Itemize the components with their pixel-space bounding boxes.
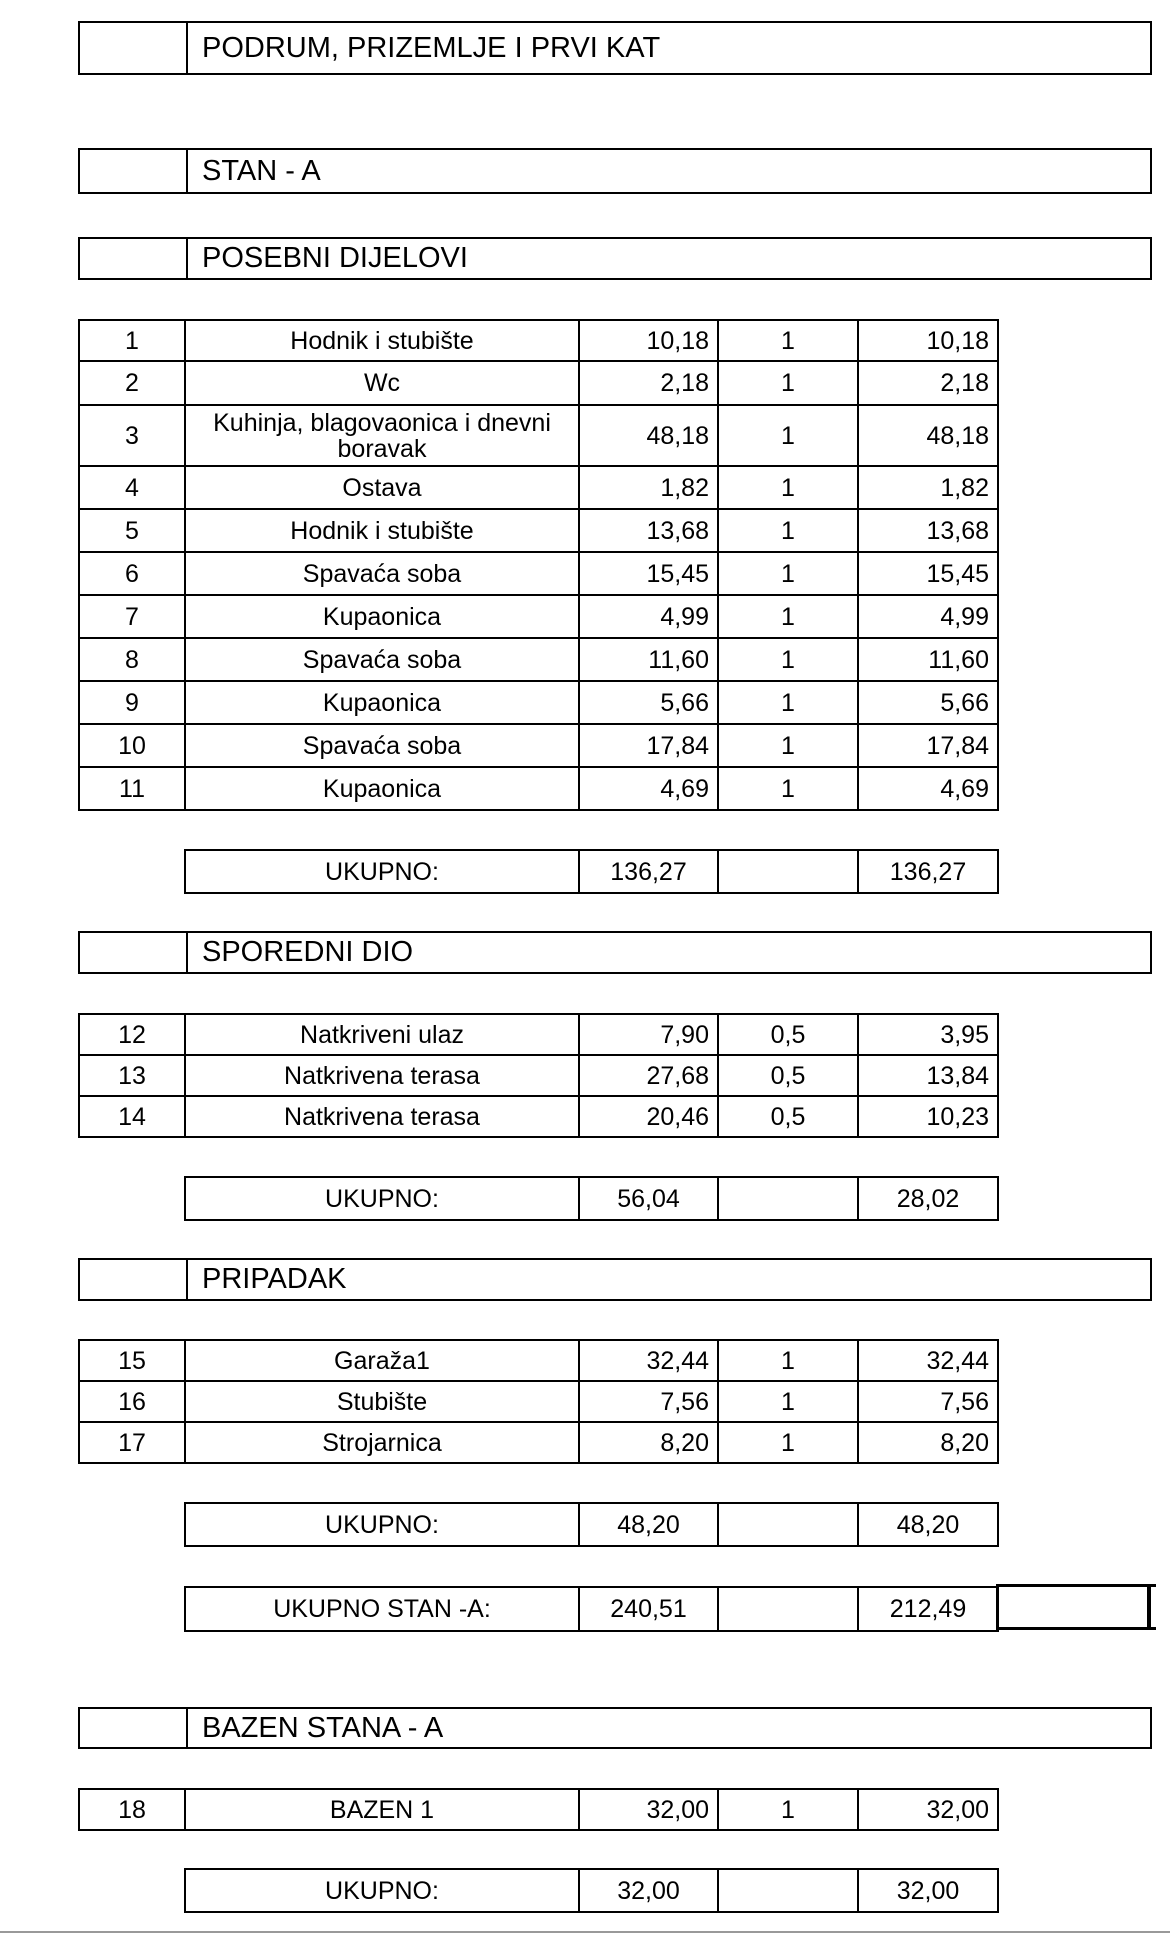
room-area: 1,82 <box>579 466 718 509</box>
coefficient: 0,5 <box>718 1055 858 1096</box>
room-area: 2,18 <box>579 361 718 405</box>
floors-title: PODRUM, PRIZEMLJE I PRVI KAT <box>202 31 661 64</box>
table-row <box>79 724 998 767</box>
coefficient: 0,5 <box>718 1096 858 1137</box>
total-net: 32,00 <box>858 1869 998 1912</box>
total-label: UKUPNO: <box>185 850 579 893</box>
room-area: 11,60 <box>579 638 718 681</box>
room-area: 8,20 <box>579 1422 718 1463</box>
coefficient: 1 <box>718 767 858 810</box>
coefficient: 1 <box>718 509 858 552</box>
posebni-header <box>78 237 1152 280</box>
coefficient: 1 <box>718 1422 858 1463</box>
posebni-table <box>78 319 999 811</box>
table-row <box>79 405 998 466</box>
empty-highlight-cell <box>996 1584 1156 1630</box>
table-row <box>79 1096 998 1137</box>
coefficient: 1 <box>718 638 858 681</box>
page-edge <box>0 1931 1170 1933</box>
table-row <box>79 361 998 405</box>
coefficient: 1 <box>718 405 858 466</box>
room-area: 32,00 <box>579 1789 718 1830</box>
stan-total-net: 212,49 <box>858 1587 998 1631</box>
row-number: 11 <box>79 767 185 810</box>
room-name: Garaža1 <box>185 1340 579 1381</box>
net-area: 10,18 <box>858 320 998 361</box>
room-name: Kupaonica <box>185 681 579 724</box>
room-name: Kuhinja, blagovaonica i dnevni boravak <box>185 405 579 466</box>
pripadak-total <box>184 1502 999 1547</box>
total-net: 136,27 <box>858 850 998 893</box>
net-area: 4,99 <box>858 595 998 638</box>
row-number: 14 <box>79 1096 185 1137</box>
sporedni-table <box>78 1013 999 1138</box>
net-area: 32,44 <box>858 1340 998 1381</box>
coefficient: 1 <box>718 320 858 361</box>
net-area: 17,84 <box>858 724 998 767</box>
total-area: 136,27 <box>579 850 718 893</box>
room-area: 20,46 <box>579 1096 718 1137</box>
row-number: 7 <box>79 595 185 638</box>
stan-total <box>184 1586 999 1632</box>
room-name: Kupaonica <box>185 767 579 810</box>
bazen-header <box>78 1707 1152 1749</box>
table-row <box>79 1014 998 1055</box>
room-area: 4,69 <box>579 767 718 810</box>
coefficient: 1 <box>718 1340 858 1381</box>
room-area: 4,99 <box>579 595 718 638</box>
net-area: 8,20 <box>858 1422 998 1463</box>
coefficient: 1 <box>718 466 858 509</box>
bazen-table <box>78 1788 999 1831</box>
room-name: Stubište <box>185 1381 579 1422</box>
coefficient: 1 <box>718 681 858 724</box>
net-area: 3,95 <box>858 1014 998 1055</box>
row-number: 2 <box>79 361 185 405</box>
row-number: 4 <box>79 466 185 509</box>
net-area: 2,18 <box>858 361 998 405</box>
room-name: Kupaonica <box>185 595 579 638</box>
room-name: BAZEN 1 <box>185 1789 579 1830</box>
room-name: Natkrivena terasa <box>185 1055 579 1096</box>
net-area: 48,18 <box>858 405 998 466</box>
row-number: 15 <box>79 1340 185 1381</box>
net-area: 13,84 <box>858 1055 998 1096</box>
table-row <box>79 1789 998 1830</box>
pripadak-title: PRIPADAK <box>202 1263 347 1295</box>
net-area: 13,68 <box>858 509 998 552</box>
net-area: 4,69 <box>858 767 998 810</box>
floors-header <box>78 21 1152 75</box>
row-number: 16 <box>79 1381 185 1422</box>
room-name: Strojarnica <box>185 1422 579 1463</box>
total-label: UKUPNO: <box>185 1503 579 1546</box>
bazen-total <box>184 1868 999 1913</box>
table-row <box>79 1422 998 1463</box>
room-area: 17,84 <box>579 724 718 767</box>
net-area: 5,66 <box>858 681 998 724</box>
stan-total-area: 240,51 <box>579 1587 718 1631</box>
coefficient: 0,5 <box>718 1014 858 1055</box>
room-area: 27,68 <box>579 1055 718 1096</box>
table-row <box>79 466 998 509</box>
table-row <box>79 320 998 361</box>
net-area: 7,56 <box>858 1381 998 1422</box>
room-name: Ostava <box>185 466 579 509</box>
room-area: 15,45 <box>579 552 718 595</box>
table-row <box>79 509 998 552</box>
sporedni-header <box>78 931 1152 974</box>
row-number: 12 <box>79 1014 185 1055</box>
net-area: 32,00 <box>858 1789 998 1830</box>
total-area: 32,00 <box>579 1869 718 1912</box>
sporedni-title: SPOREDNI DIO <box>202 936 414 968</box>
pripadak-table <box>78 1339 999 1464</box>
row-number: 10 <box>79 724 185 767</box>
room-area: 7,56 <box>579 1381 718 1422</box>
coefficient: 1 <box>718 595 858 638</box>
row-number: 5 <box>79 509 185 552</box>
net-area: 1,82 <box>858 466 998 509</box>
room-name: Natkriveni ulaz <box>185 1014 579 1055</box>
posebni-total <box>184 849 999 894</box>
table-row <box>79 552 998 595</box>
coefficient: 1 <box>718 1789 858 1830</box>
total-label: UKUPNO: <box>185 1869 579 1912</box>
room-name: Hodnik i stubište <box>185 320 579 361</box>
room-name: Spavaća soba <box>185 552 579 595</box>
room-name: Hodnik i stubište <box>185 509 579 552</box>
table-row <box>79 638 998 681</box>
row-number: 18 <box>79 1789 185 1830</box>
row-number: 1 <box>79 320 185 361</box>
table-row <box>79 1055 998 1096</box>
coefficient: 1 <box>718 724 858 767</box>
total-net: 48,20 <box>858 1503 998 1546</box>
room-name: Spavaća soba <box>185 724 579 767</box>
room-area: 32,44 <box>579 1340 718 1381</box>
room-area: 13,68 <box>579 509 718 552</box>
net-area: 10,23 <box>858 1096 998 1137</box>
net-area: 15,45 <box>858 552 998 595</box>
room-area: 5,66 <box>579 681 718 724</box>
table-row <box>79 681 998 724</box>
total-net: 28,02 <box>858 1177 998 1220</box>
pripadak-header <box>78 1258 1152 1301</box>
room-name: Wc <box>185 361 579 405</box>
bazen-title: BAZEN STANA - A <box>202 1711 444 1744</box>
coefficient: 1 <box>718 552 858 595</box>
sporedni-total <box>184 1176 999 1221</box>
stan-total-label: UKUPNO STAN -A: <box>185 1587 579 1631</box>
net-area: 11,60 <box>858 638 998 681</box>
unit-title: STAN - A <box>202 154 321 187</box>
table-row <box>79 767 998 810</box>
total-label: UKUPNO: <box>185 1177 579 1220</box>
unit-header <box>78 148 1152 194</box>
room-name: Spavaća soba <box>185 638 579 681</box>
table-row <box>79 595 998 638</box>
total-area: 56,04 <box>579 1177 718 1220</box>
room-area: 10,18 <box>579 320 718 361</box>
row-number: 8 <box>79 638 185 681</box>
row-number: 17 <box>79 1422 185 1463</box>
row-number: 6 <box>79 552 185 595</box>
coefficient: 1 <box>718 1381 858 1422</box>
total-area: 48,20 <box>579 1503 718 1546</box>
table-row <box>79 1340 998 1381</box>
room-name: Natkrivena terasa <box>185 1096 579 1137</box>
room-area: 48,18 <box>579 405 718 466</box>
row-number: 3 <box>79 405 185 466</box>
row-number: 13 <box>79 1055 185 1096</box>
posebni-title: POSEBNI DIJELOVI <box>202 242 468 274</box>
coefficient: 1 <box>718 361 858 405</box>
room-area: 7,90 <box>579 1014 718 1055</box>
row-number: 9 <box>79 681 185 724</box>
table-row <box>79 1381 998 1422</box>
